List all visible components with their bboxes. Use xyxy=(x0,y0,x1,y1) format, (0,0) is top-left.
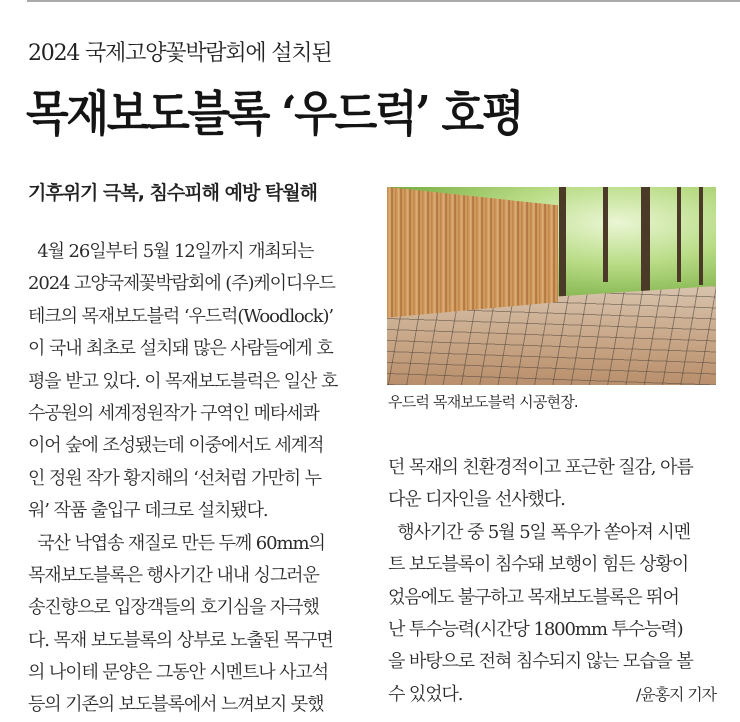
photo-tree-trunk xyxy=(699,187,703,285)
body-line: 난 투수능력(시간당 1800mm 투수능력) xyxy=(388,618,683,640)
body-line: 었음에도 불구하고 목재보도블록은 뛰어 xyxy=(388,586,679,608)
body-line: 등의 기존의 보도블록에서 느껴보지 못했 xyxy=(28,694,324,716)
final-line-with-byline xyxy=(388,679,720,711)
deck-subheadline: 기후위기 극복, 침수피해 예방 탁월해 xyxy=(28,182,317,204)
supertitle: 2024 국제고양꽃박람회에 설치된 xyxy=(28,41,332,66)
body-line: 평을 받고 있다. 이 목재보도블럭은 일산 호 xyxy=(28,370,338,392)
body-line: 2024 고양국제꽃박람회에 (주)케이디우드 xyxy=(28,273,335,295)
body-line: 테크의 목재보도블럭 ‘우드럭(Woodlock)’ xyxy=(28,305,334,327)
body-line: 인 정원 작가 황지해의 ‘선처럼 가만히 누 xyxy=(28,467,321,489)
photo-caption: 우드럭 목재보도블럭 시공현장. xyxy=(388,393,578,411)
body-line: 4월 26일부터 5월 12일까지 개최되는 xyxy=(28,241,314,262)
body-line: 국산 낙엽송 재질로 만든 두께 60mm의 xyxy=(28,532,325,554)
body-column-right xyxy=(388,452,720,711)
byline: /윤홍지 기자 xyxy=(635,684,716,704)
body-line: 던 목재의 친환경적이고 포근한 질감, 아름 xyxy=(388,457,693,478)
photo-wooden-fence xyxy=(387,187,558,318)
body-line: 이 국내 최초로 설치돼 많은 사람들에게 호 xyxy=(28,338,333,360)
body-line: 의 나이테 문양은 그동안 시멘트나 사고석 xyxy=(28,662,329,684)
body-line: 수 있었다. xyxy=(388,683,463,705)
photo-tree-trunk xyxy=(603,187,608,282)
body-line: 이어 숲에 조성됐는데 이중에서도 세계적 xyxy=(28,435,324,457)
body-line: 트 보도블록이 침수돼 보행이 힘든 상황이 xyxy=(388,554,689,576)
body-line: 다운 디자인을 선사했다. xyxy=(388,489,565,511)
body-line: 워’ 작품 출입구 데크로 설치됐다. xyxy=(28,500,268,522)
body-line: 목재보도블록은 행사기간 내내 싱그러운 xyxy=(28,564,319,586)
photo-tree-trunk xyxy=(559,187,566,297)
body-column-left xyxy=(28,236,362,722)
body-line: 송진향으로 입장객들의 호기심을 자극했 xyxy=(28,597,319,619)
photo-tree-trunk xyxy=(677,187,681,282)
body-line: 수공원의 세계정원작가 구역인 메타세콰 xyxy=(28,402,319,424)
headline: 목재보도블록 ‘우드럭’ 호평 xyxy=(26,86,523,142)
body-line: 행사기간 중 5월 5일 폭우가 쏟아져 시멘 xyxy=(388,521,690,543)
top-rule xyxy=(27,0,740,2)
article-photo xyxy=(387,187,716,385)
photo-tree-trunk xyxy=(641,187,650,292)
body-line: 다. 목재 보도블록의 상부로 노출된 목구면 xyxy=(28,629,333,651)
body-line: 을 바탕으로 전혀 침수되지 않는 모습을 볼 xyxy=(388,651,693,673)
